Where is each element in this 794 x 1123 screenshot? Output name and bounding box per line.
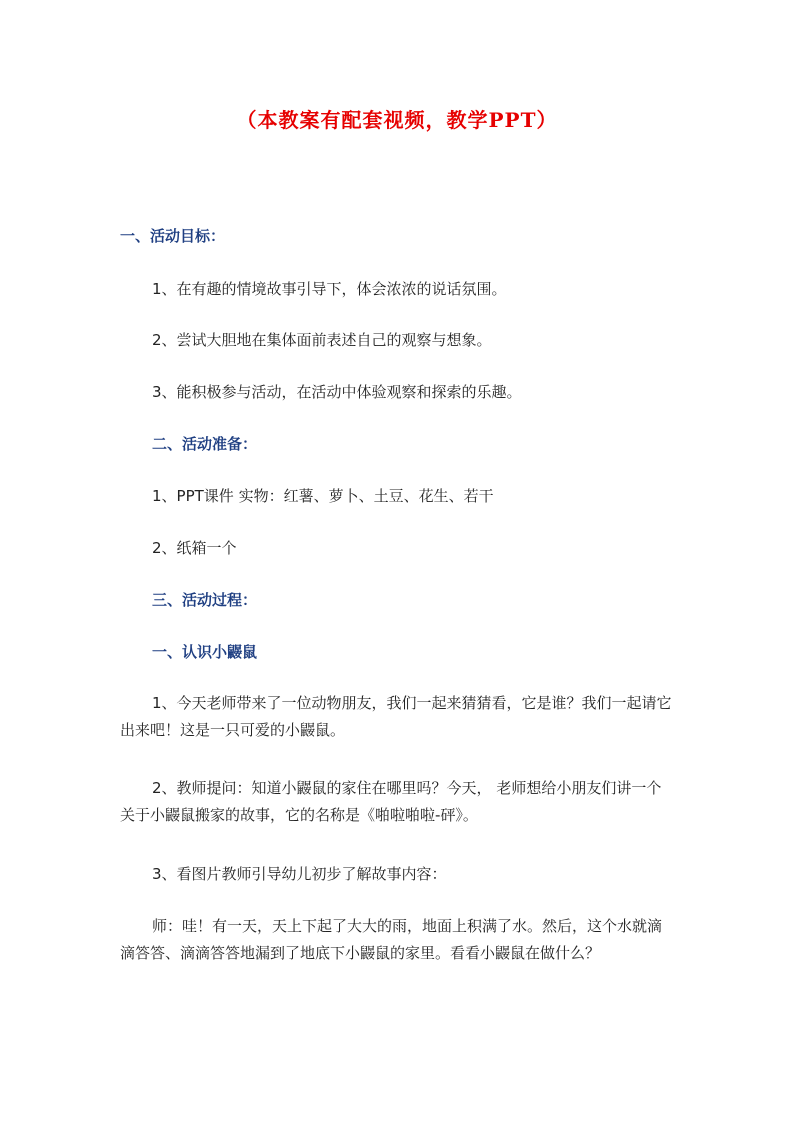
goal-item-2: 2、尝试大胆地在集体面前表述自己的观察与想象。 xyxy=(152,331,492,349)
section-heading-goals: 一、活动目标： xyxy=(120,227,226,245)
prep-item-1: 1、PPT课件 实物：红薯、萝卜、土豆、花生、若干 xyxy=(152,487,494,505)
subheading-know-mole: 一、认识小鼹鼠 xyxy=(152,643,258,661)
goal-item-1: 1、在有趣的情境故事引导下，体会浓浓的说话氛围。 xyxy=(152,280,507,298)
prep-item-2: 2、纸箱一个 xyxy=(152,539,237,557)
goal-item-3: 3、能积极参与活动，在活动中体验观察和探索的乐趣。 xyxy=(152,383,522,401)
process-paragraph-3: 3、看图片教师引导幼儿初步了解故事内容： xyxy=(152,865,447,883)
document-title: （本教案有配套视频，教学PPT） xyxy=(236,108,558,132)
process-paragraph-2: 2、教师提问：知道小鼹鼠的家住在哪里吗？今天， 老师想给小朋友们讲一个关于小鼹鼠搬家的故事，它的名称是《啪啦啪啦-砰》。 xyxy=(120,779,662,824)
process-paragraph-4: 师：哇！有一天，天上下起了大大的雨，地面上积满了水。然后，这个水就滴滴答答、滴滴答答地漏到了地底下小鼹鼠的家里。看看小鼹鼠在做什么？ xyxy=(120,917,663,962)
section-heading-process: 三、活动过程： xyxy=(152,591,258,609)
process-paragraph-1: 1、今天老师带来了一位动物朋友，我们一起来猜猜看，它是谁？我们一起请它出来吧！这是一只可爱的小鼹鼠。 xyxy=(120,694,672,739)
section-heading-preparation: 二、活动准备： xyxy=(152,435,258,453)
